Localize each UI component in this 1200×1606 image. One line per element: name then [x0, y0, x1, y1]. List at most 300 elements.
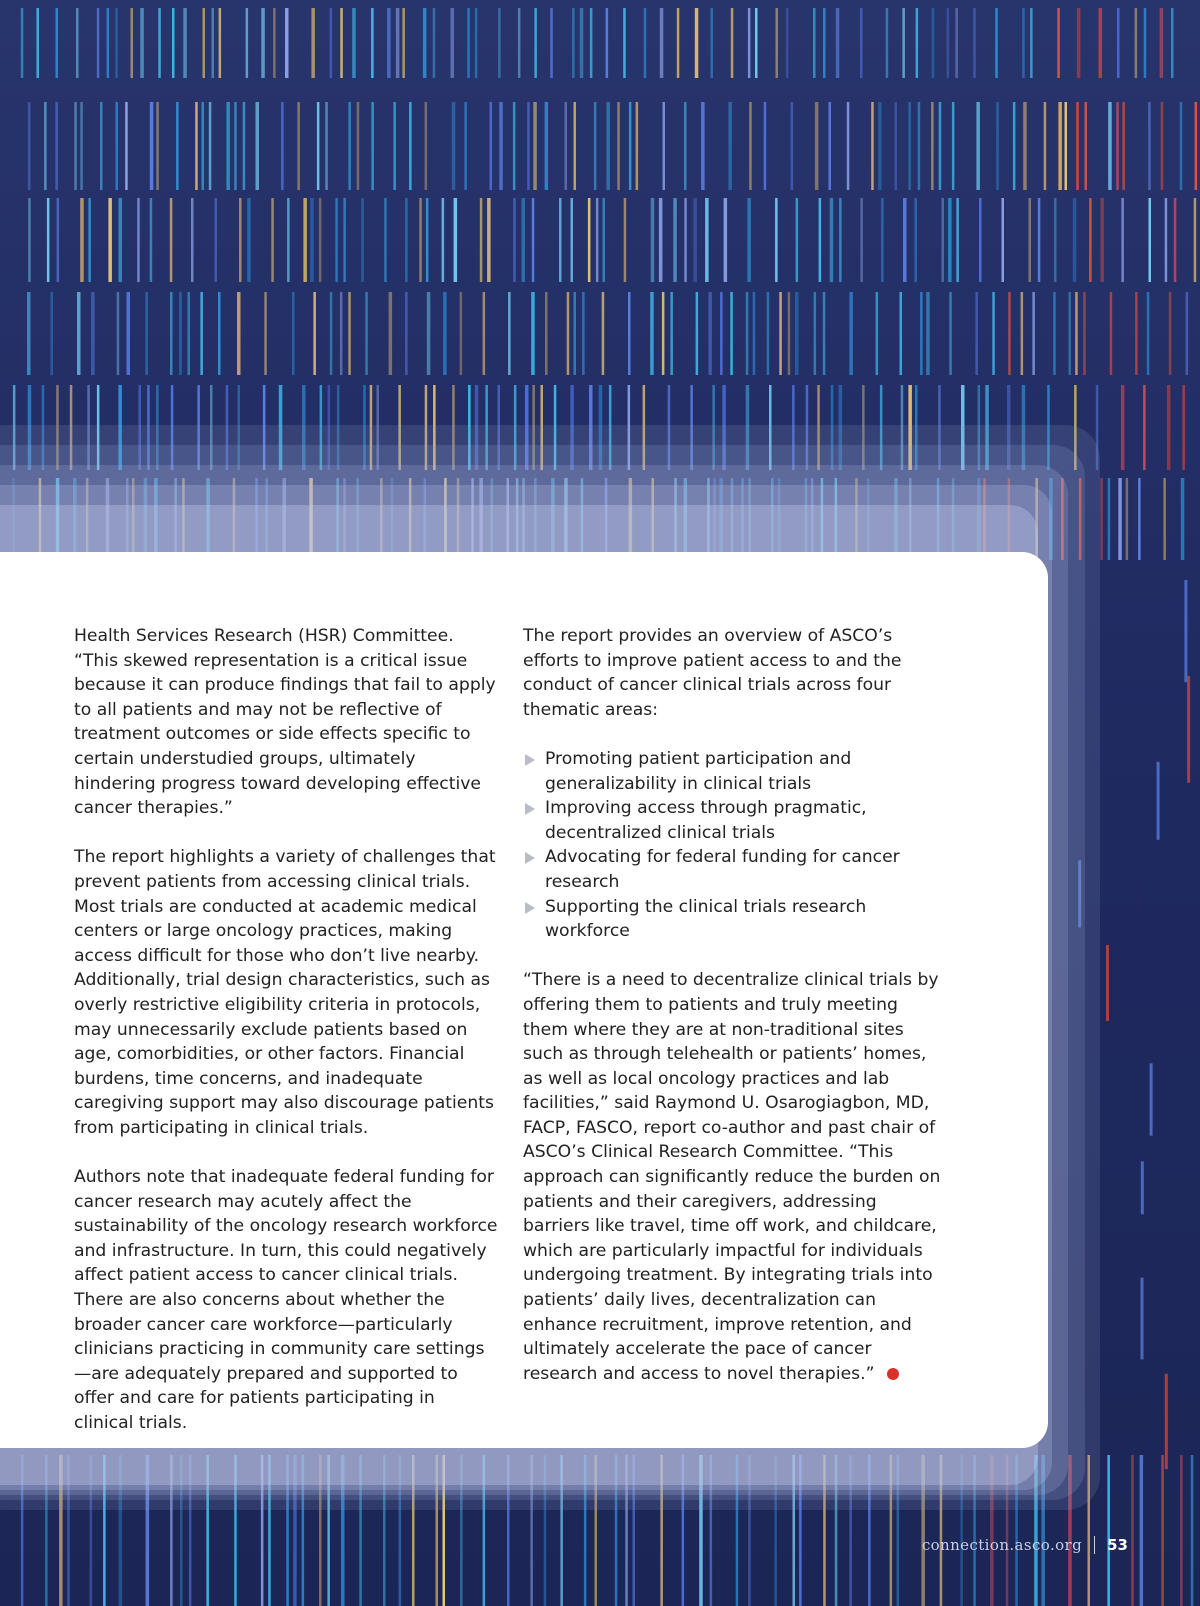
- background-stripe: [1029, 198, 1032, 282]
- background-stripe: [127, 292, 131, 375]
- background-stripe: [51, 292, 54, 375]
- background-stripe: [594, 102, 597, 190]
- background-stripe: [705, 198, 709, 282]
- background-stripe: [588, 198, 591, 282]
- background-stripe: [137, 198, 140, 282]
- background-stripe: [860, 198, 863, 282]
- background-stripe: [903, 198, 907, 282]
- background-stripe: [150, 198, 153, 282]
- background-stripe: [1144, 8, 1147, 78]
- background-stripe: [218, 292, 221, 375]
- background-stripe: [623, 8, 626, 78]
- background-stripe: [1135, 292, 1138, 375]
- background-stripe: [172, 8, 175, 78]
- background-stripe: [574, 292, 577, 375]
- background-stripe: [764, 102, 767, 190]
- background-stripe: [1148, 102, 1151, 190]
- list-item-text: Promoting patient participation and generalizability in clinical trials: [545, 748, 852, 794]
- background-stripe: [361, 198, 364, 282]
- background-stripe: [97, 8, 100, 78]
- background-stripe: [460, 292, 463, 375]
- background-stripe: [636, 102, 639, 190]
- background-stripe: [1002, 198, 1005, 282]
- background-stripe: [650, 292, 654, 375]
- background-stripe: [452, 102, 456, 190]
- background-stripe: [532, 198, 535, 282]
- background-stripe: [786, 8, 789, 78]
- background-stripe: [80, 102, 83, 190]
- background-stripe: [1106, 945, 1109, 1021]
- background-stripe: [215, 198, 218, 282]
- background-stripe: [720, 292, 723, 375]
- background-stripe: [1135, 8, 1138, 78]
- background-stripe: [317, 102, 320, 190]
- background-stripe: [606, 102, 610, 190]
- background-stripe: [815, 102, 819, 190]
- background-stripe: [203, 8, 206, 78]
- background-stripe: [150, 102, 154, 190]
- background-stripe: [1073, 198, 1077, 282]
- right-column: [523, 624, 948, 1411]
- background-stripe: [1089, 198, 1092, 282]
- paragraph-osarogiagbon-quote: [523, 968, 948, 1386]
- background-stripe: [426, 198, 429, 282]
- background-stripe: [116, 102, 119, 190]
- background-stripe: [708, 292, 712, 375]
- background-stripe: [1085, 102, 1088, 190]
- background-stripe: [44, 102, 47, 190]
- background-stripe: [499, 102, 503, 190]
- background-stripe: [1069, 292, 1072, 375]
- background-stripe: [467, 8, 470, 78]
- background-stripe: [942, 198, 945, 282]
- background-stripe: [753, 292, 756, 375]
- background-stripe: [518, 8, 521, 78]
- background-stripe: [979, 198, 982, 282]
- background-stripe: [684, 102, 687, 190]
- background-stripe: [662, 292, 665, 375]
- background-stripe: [545, 292, 548, 375]
- background-stripe: [1149, 198, 1152, 282]
- background-stripe: [779, 292, 782, 375]
- background-stripe: [1053, 292, 1056, 375]
- background-stripe: [56, 8, 59, 78]
- background-stripe: [973, 8, 976, 78]
- background-stripe: [325, 102, 328, 190]
- background-stripe: [628, 292, 631, 375]
- background-stripe: [1116, 102, 1119, 190]
- background-stripe: [1032, 292, 1035, 375]
- background-stripe: [1191, 1455, 1194, 1606]
- background-stripe: [796, 198, 799, 282]
- background-stripe: [1099, 8, 1103, 78]
- background-stripe: [1180, 102, 1183, 190]
- background-stripe: [55, 102, 58, 190]
- background-stripe: [80, 198, 84, 282]
- background-stripe: [28, 198, 31, 282]
- list-item-text: Advocating for federal funding for cancer research: [545, 847, 900, 892]
- background-stripe: [550, 8, 553, 78]
- background-stripe: [115, 8, 118, 78]
- background-stripe: [297, 102, 300, 190]
- background-stripe: [273, 8, 276, 78]
- background-stripe: [340, 8, 343, 78]
- footer-url[interactable]: connection.asco.org: [921, 1536, 1083, 1554]
- background-stripe: [1022, 8, 1024, 78]
- background-stripe: [915, 198, 918, 282]
- background-stripe: [1167, 385, 1171, 470]
- background-stripe: [696, 292, 699, 375]
- background-stripe: [788, 292, 791, 375]
- background-stripe: [602, 292, 605, 375]
- background-stripe: [91, 292, 95, 375]
- background-stripe: [393, 102, 396, 190]
- background-stripe: [191, 198, 194, 282]
- background-stripe: [871, 102, 874, 190]
- background-stripe: [513, 102, 516, 190]
- background-stripe: [1108, 478, 1111, 560]
- background-stripe: [545, 102, 549, 190]
- background-stripe: [1110, 292, 1113, 375]
- background-stripe: [246, 8, 249, 78]
- background-stripe: [695, 8, 699, 78]
- background-stripe: [617, 102, 620, 190]
- background-stripe: [371, 102, 374, 190]
- page-footer: [922, 1536, 1128, 1554]
- background-stripe: [606, 8, 609, 78]
- background-stripe: [310, 198, 314, 282]
- background-stripe: [396, 8, 400, 78]
- background-stripe: [902, 8, 905, 78]
- background-stripe: [405, 292, 408, 375]
- background-stripe: [947, 8, 950, 78]
- background-stripe: [1180, 1455, 1183, 1606]
- paragraph-funding: Authors note that inadequate federal funding for cancer research may acutely affect the sustainability of the oncology research workforce and infrastructure. In turn, this could negatively affect patient access to cancer clinical trials. There are also concerns about whether the broader cancer care workforce—particularly clinicians practicing in community care settings—are adequately prepared and supported to offer and care for patients participating in clinical trials.: [74, 1167, 498, 1433]
- background-stripe: [131, 8, 134, 78]
- background-stripe: [287, 198, 290, 282]
- background-stripe: [188, 292, 191, 375]
- background-stripe: [1147, 292, 1150, 375]
- background-stripe: [264, 292, 267, 375]
- background-stripe: [730, 292, 733, 375]
- background-stripe: [1163, 478, 1166, 560]
- background-stripe: [926, 292, 930, 375]
- background-stripe: [948, 198, 952, 282]
- background-stripe: [271, 198, 274, 282]
- background-stripe: [1138, 478, 1141, 560]
- background-stripe: [878, 102, 882, 190]
- background-stripe: [1065, 102, 1068, 190]
- background-stripe: [659, 198, 663, 282]
- background-stripe: [117, 292, 120, 375]
- background-stripe: [1058, 102, 1062, 190]
- background-stripe: [746, 292, 749, 375]
- background-stripe: [952, 102, 955, 190]
- background-stripe: [451, 8, 455, 78]
- background-stripe: [226, 102, 230, 190]
- background-stripe: [1075, 292, 1078, 375]
- background-stripe: [693, 198, 697, 282]
- background-stripe: [1121, 385, 1125, 470]
- background-stripe: [1150, 1063, 1153, 1135]
- background-stripe: [1160, 8, 1164, 78]
- background-stripe: [371, 8, 374, 78]
- background-stripe: [335, 198, 338, 282]
- background-stripe: [1100, 198, 1104, 282]
- background-stripe: [1122, 102, 1125, 190]
- background-stripe: [749, 102, 752, 190]
- background-stripe: [292, 292, 295, 375]
- background-stripe: [140, 8, 144, 78]
- background-stripe: [849, 292, 853, 375]
- background-stripe: [170, 198, 173, 282]
- background-stripe: [522, 198, 526, 282]
- list-item: [523, 895, 948, 944]
- background-stripe: [27, 292, 31, 375]
- background-stripe: [1117, 8, 1120, 78]
- background-stripe: [170, 292, 173, 375]
- background-stripe: [673, 198, 677, 282]
- background-stripe: [313, 292, 316, 375]
- background-stripe: [1013, 102, 1016, 190]
- background-stripe: [755, 8, 758, 78]
- background-stripe: [992, 292, 995, 375]
- background-stripe: [179, 292, 182, 375]
- background-stripe: [767, 292, 770, 375]
- background-stripe: [389, 292, 393, 375]
- background-stripe: [1126, 478, 1129, 560]
- background-stripe: [1023, 102, 1026, 190]
- background-stripe: [1161, 102, 1164, 190]
- background-stripe: [567, 292, 570, 375]
- background-stripe: [303, 198, 307, 282]
- background-stripe: [677, 8, 680, 78]
- background-stripe: [490, 102, 493, 190]
- background-stripe: [1157, 762, 1160, 840]
- background-stripe: [918, 102, 921, 190]
- background-stripe: [748, 8, 751, 78]
- background-stripe: [1187, 676, 1190, 783]
- background-stripe: [239, 198, 242, 282]
- background-stripe: [212, 8, 215, 78]
- background-stripe: [1038, 198, 1041, 282]
- background-stripe: [330, 292, 333, 375]
- background-stripe: [330, 8, 333, 78]
- background-stripe: [195, 102, 198, 190]
- background-stripe: [1181, 478, 1185, 560]
- background-stripe: [724, 198, 728, 282]
- background-stripe: [629, 102, 632, 190]
- background-stripe: [955, 8, 958, 78]
- background-stripe: [823, 292, 826, 375]
- background-stripe: [795, 292, 799, 375]
- background-stripe: [508, 292, 511, 375]
- background-stripe: [559, 198, 562, 282]
- background-stripe: [731, 8, 734, 78]
- background-stripe: [433, 8, 436, 78]
- background-stripe: [125, 102, 128, 190]
- background-stripe: [74, 102, 77, 190]
- background-stripe: [234, 102, 237, 190]
- background-stripe: [860, 8, 863, 78]
- background-stripe: [920, 292, 923, 375]
- quote-text: “There is a need to decentralize clinical trials by offering them to patients and truly meeting them where they are at non-traditional sites such as through telehealth or patients’ homes, as well as local oncology practices and lab facilities,” said Raymond U. Osarogiagbon, MD, FACP, FASCO, report co-author and past chair of ASCO’s Clinical Research Committee. “This approach can significantly reduce the burden on patients and their caregivers, addressing barriers like travel, time off work, and childcare, which are particularly impactful for individuals undergoing treatment. By integrating trials into patients’ daily lives, decentralization can enhance recruitment, improve retention, and ultimately accelerate the pace of cancer research and access to novel therapies.”: [523, 970, 941, 1384]
- background-stripe: [839, 198, 842, 282]
- background-stripe: [651, 198, 655, 282]
- background-stripe: [531, 292, 535, 375]
- background-stripe: [156, 102, 159, 190]
- background-stripe: [348, 292, 351, 375]
- background-stripe: [76, 8, 79, 78]
- background-stripe: [814, 292, 817, 375]
- background-stripe: [352, 8, 356, 78]
- background-stripe: [387, 8, 391, 78]
- background-stripe: [100, 102, 103, 190]
- background-stripe: [624, 198, 627, 282]
- background-stripe: [1195, 102, 1198, 190]
- background-stripe: [908, 102, 911, 190]
- background-stripe: [1030, 8, 1033, 78]
- triangle-bullet-icon: [525, 803, 535, 815]
- background-stripe: [916, 8, 919, 78]
- background-stripe: [423, 8, 427, 78]
- background-stripe: [237, 292, 241, 375]
- background-stripe: [281, 102, 284, 190]
- background-stripe: [145, 292, 148, 375]
- background-stripe: [1169, 292, 1172, 375]
- background-stripe: [1165, 1374, 1168, 1469]
- background-stripe: [343, 198, 346, 282]
- background-stripe: [791, 102, 794, 190]
- background-stripe: [1107, 1455, 1110, 1606]
- background-stripe: [663, 102, 666, 190]
- background-stripe: [405, 198, 408, 282]
- background-stripe: [88, 198, 91, 282]
- background-stripe: [670, 292, 673, 375]
- background-stripe: [1186, 292, 1189, 375]
- background-stripe: [319, 198, 322, 282]
- background-stripe: [574, 102, 577, 190]
- background-stripe: [348, 102, 351, 190]
- background-stripe: [108, 198, 112, 282]
- background-stripe: [711, 8, 714, 78]
- thematic-areas-list: [523, 747, 948, 944]
- background-stripe: [419, 198, 422, 282]
- background-stripe: [384, 198, 387, 282]
- triangle-bullet-icon: [525, 754, 535, 766]
- background-stripe: [513, 198, 516, 282]
- background-stripe: [956, 198, 959, 282]
- background-stripe: [454, 198, 458, 282]
- paragraph-challenges: The report highlights a variety of challenges that prevent patients from accessing clinical trials. Most trials are conducted at academic medical centers or large oncology practices, making access difficult for those who don’t live nearby. Additionally, trial design characteristics, such as overly restrictive eligibility criteria in protocols, may unnecessarily exclude patients based on age, comorbidities, or other factors. Financial burdens, time concerns, and inadequate caregiving support may also discourage patients from participating in clinical trials.: [74, 847, 496, 1138]
- background-stripe: [728, 102, 732, 190]
- background-stripe: [464, 102, 467, 190]
- background-stripe: [847, 102, 850, 190]
- background-stripe: [427, 292, 431, 375]
- background-stripe: [1174, 198, 1177, 282]
- background-stripe: [247, 198, 251, 282]
- background-stripe: [1143, 385, 1146, 470]
- background-stripe: [1077, 8, 1081, 78]
- background-stripe: [176, 102, 179, 190]
- background-stripe: [1141, 1278, 1144, 1360]
- background-stripe: [836, 8, 840, 78]
- background-stripe: [107, 8, 110, 78]
- triangle-bullet-icon: [525, 902, 535, 914]
- background-stripe: [47, 198, 50, 282]
- background-stripe: [1118, 478, 1122, 560]
- background-stripe: [487, 198, 491, 282]
- background-stripe: [533, 102, 537, 190]
- background-stripe: [1076, 102, 1079, 190]
- background-stripe: [311, 8, 315, 78]
- background-stripe: [932, 8, 935, 78]
- background-stripe: [1083, 292, 1086, 375]
- background-stripe: [357, 102, 360, 190]
- background-stripe: [823, 8, 826, 78]
- background-stripe: [996, 102, 999, 190]
- background-stripe: [660, 8, 664, 78]
- paragraph-overview: The report provides an overview of ASCO’s efforts to improve patient access to and the conduct of cancer clinical trials across four thematic areas:: [523, 626, 902, 720]
- background-stripe: [571, 198, 574, 282]
- background-stripe: [590, 8, 593, 78]
- background-stripe: [475, 8, 478, 78]
- list-item: [523, 747, 948, 796]
- background-stripe: [881, 198, 884, 282]
- background-stripe: [1184, 580, 1187, 682]
- background-stripe: [442, 198, 445, 282]
- background-stripe: [183, 8, 187, 78]
- background-stripe: [582, 292, 585, 375]
- background-stripe: [28, 102, 31, 190]
- background-stripe: [949, 292, 952, 375]
- background-stripe: [243, 102, 246, 190]
- background-stripe: [813, 8, 816, 78]
- background-stripe: [931, 102, 934, 190]
- background-stripe: [603, 198, 606, 282]
- end-mark-dot-icon: [887, 1368, 899, 1380]
- background-stripe: [900, 292, 903, 375]
- paragraph-hsr-quote: Health Services Research (HSR) Committee. “This skewed representation is a critical issue because it can produce findings that fail to apply to all patients and may not be reflective of treatment outcomes or side effects specific to certain understudied groups, ultimately hindering progress toward developing effective cancer therapies.”: [74, 626, 496, 819]
- background-stripe: [1161, 1455, 1164, 1606]
- background-stripe: [1057, 8, 1060, 78]
- background-stripe: [1054, 198, 1057, 282]
- background-stripe: [443, 292, 447, 375]
- background-stripe: [572, 8, 575, 78]
- background-stripe: [976, 102, 980, 190]
- background-stripe: [1008, 292, 1011, 375]
- background-stripe: [1140, 1455, 1144, 1606]
- background-stripe: [830, 198, 834, 282]
- background-stripe: [340, 292, 343, 375]
- background-stripe: [261, 8, 265, 78]
- list-item: [523, 796, 948, 845]
- background-stripe: [644, 8, 647, 78]
- background-stripe: [480, 198, 483, 282]
- background-stripe: [527, 102, 530, 190]
- background-stripe: [1194, 198, 1197, 282]
- background-stripe: [684, 198, 687, 282]
- background-stripe: [119, 198, 123, 282]
- background-stripe: [285, 8, 289, 78]
- background-stripe: [209, 102, 212, 190]
- background-stripe: [747, 198, 751, 282]
- background-stripe: [365, 292, 368, 375]
- background-stripe: [939, 102, 942, 190]
- background-stripe: [1100, 478, 1103, 560]
- triangle-bullet-icon: [525, 852, 535, 864]
- background-stripe: [1131, 1455, 1134, 1606]
